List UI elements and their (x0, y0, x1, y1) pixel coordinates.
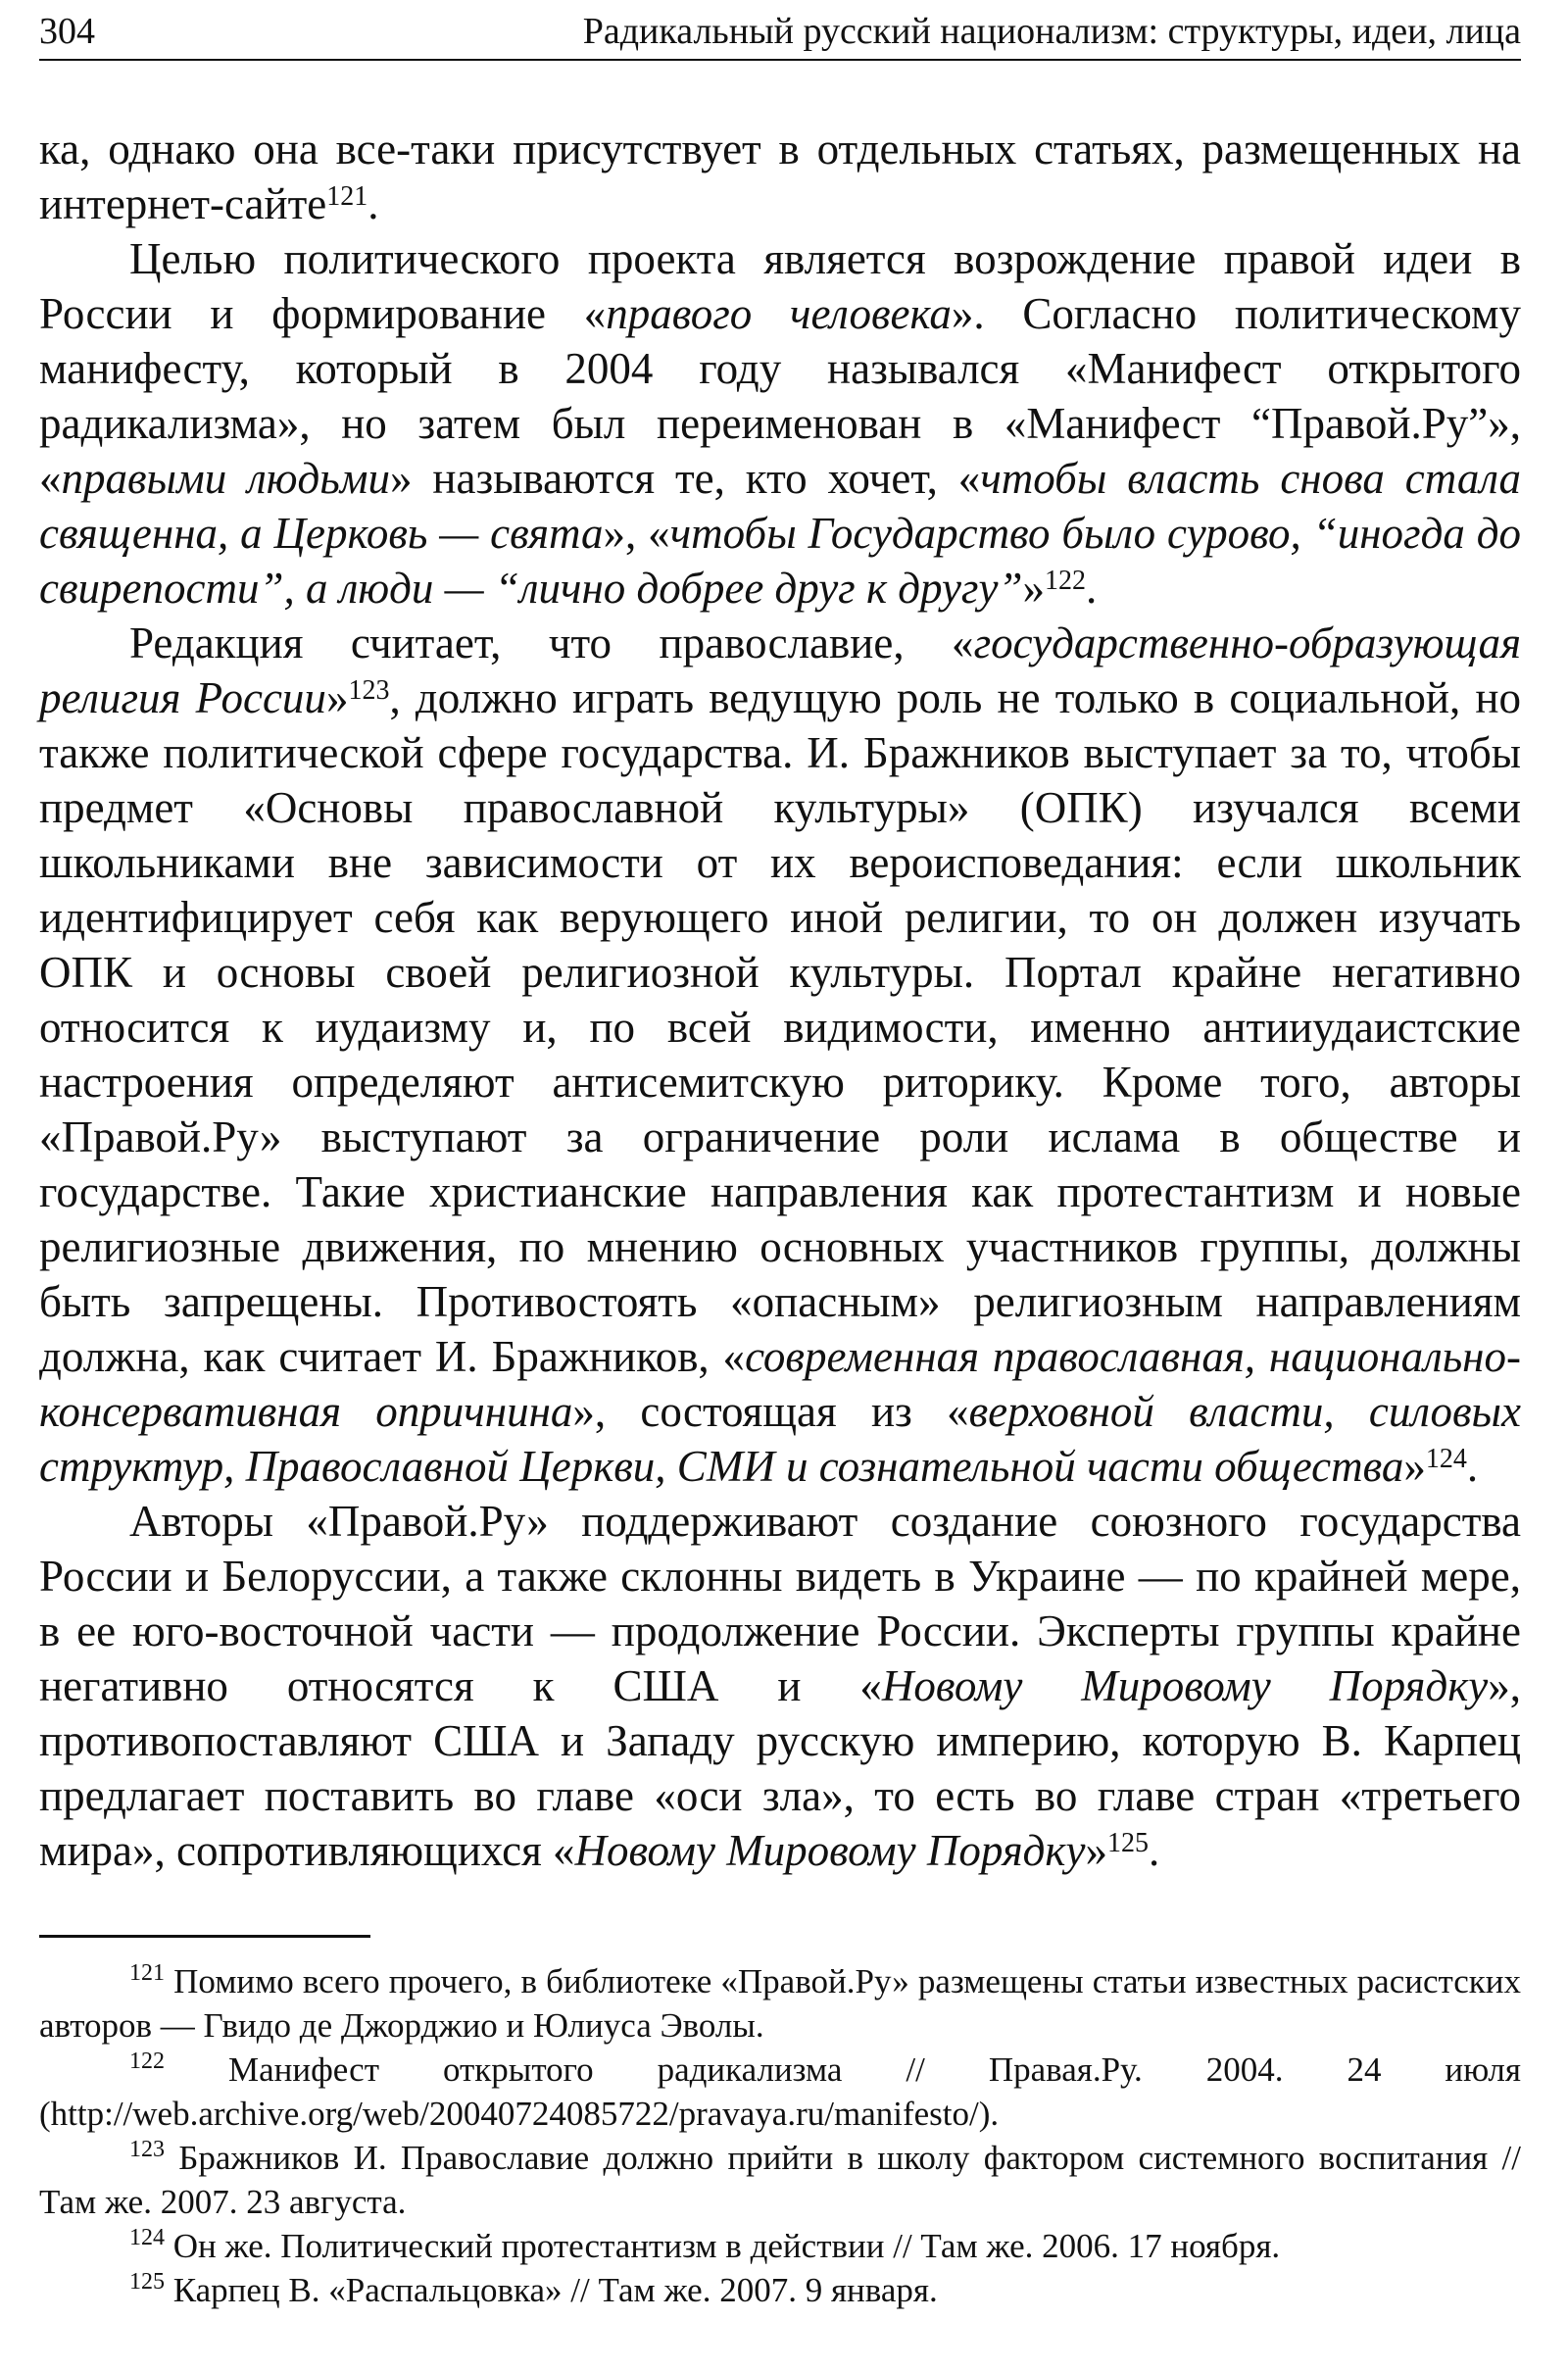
main-text (39, 122, 1521, 1878)
footnote-121: $^{121}$ Помимо всего прочего, в библиотеке «Правой.Ру» размещены статьи известных расистских авторов — Гвидо де Джорджио и Юлиуса Эволы. (39, 1960, 1522, 2045)
footnote-124: $^{124}$ Он же. Политический протестантизм в действии // Там же. 2006. 17 ноября. (129, 2225, 1281, 2265)
book-page (39, 0, 1521, 2312)
running-header (39, 0, 1521, 61)
footnote-ref-125[interactable]: 125 (1106, 1828, 1149, 1858)
footnote-ref-124[interactable]: 124 (1425, 1444, 1467, 1474)
footnote-123: $^{123}$ Бражников И. Православие должно прийти в школу фактором системного воспитания // Там же. 2007. 23 августа. (39, 2137, 1522, 2221)
page-number: 304 (39, 11, 95, 52)
running-title: Радикальный русский национализм: структуры, идеи, лица (582, 11, 1521, 52)
paragraph-1: ка, однако она все-таки присутствует в отдельных статьях, размещенных на интернет-сайте$^{121}$. (39, 124, 1521, 228)
paragraph-2: Целью политического проекта является возрождение правой идеи в России и формирование «правого человека». Согласно политическому манифесту, который в 2004 году назывался «Манифест открытого радикализма», но затем был переименован в «Манифест “Правой.Ру”», «правыми людьми» называются те, кто хочет, «чтобы власть снова стала священна, а Церковь — свята», «чтобы Государство было сурово, “иногда до свирепости”, а люди — “лично добрее друг к другу”»$^{122}$. (39, 234, 1521, 613)
paragraph-4: Авторы «Правой.Ру» поддерживают создание союзного государства России и Белоруссии, а также склонны видеть в Украине — по крайней мере, в ее юго-восточной части — продолжение России. Эксперты группы крайне негативно относятся к США и «Новому Мировому Порядку», противопоставляют США и Западу русскую империю, которую В. Карпец предлагает поставить во главе «оси зла», то есть во главе стран «третьего мира», сопротивляющихся «Новому Мировому Порядку»$^{125}$. (39, 1497, 1521, 1875)
paragraph-3: Редакция считает, что православие, «государственно-образующая религия России»$^{123}$, должно играть ведущую роль не только в социальной, но также политической сфере государства. И. Бражников выступает за то, чтобы предмет «Основы православной культуры» (ОПК) изучался всеми школьниками вне зависимости от их вероисповедания: если школьник идентифицирует себя как верующего иной религии, то он должен изучать ОПК и основы своей религиозной культуры. Портал крайне негативно относится к иудаизму и, по всей видимости, именно антииудаистские настроения определяют антисемитскую риторику. Кроме того, авторы «Правой.Ру» выступают за ограничение роли ислама в обществе и государстве. Такие христианские направления как протестантизм и новые религиозные движения, по мнению основных участников группы, должны быть запрещены. Противостоять «опасным» религиозным направлениям должна, как считает И. Бражников, «современная православная, национально-консервативная опричнина», состоящая из «верховной власти, силовых структур, Православной Церкви, СМИ и сознательной части общества»$^{124}$. (39, 618, 1521, 1491)
footnote-separator (39, 1935, 370, 1938)
footnote-122: $^{122}$ Манифест открытого радикализма // Правая.Ру. 2004. 24 июля (http://web.archive.org/web/20040724085722/pravaya.ru/manifesto/). (39, 2049, 1521, 2133)
footnote-ref-123[interactable]: 123 (348, 675, 390, 706)
footnotes (39, 1959, 1521, 2312)
footnote-ref-121[interactable]: 121 (326, 181, 368, 212)
footnote-125: $^{125}$ Карпец В. «Распальцовка» // Там же. 2007. 9 января. (129, 2269, 938, 2309)
footnote-ref-122[interactable]: 122 (1045, 566, 1086, 596)
